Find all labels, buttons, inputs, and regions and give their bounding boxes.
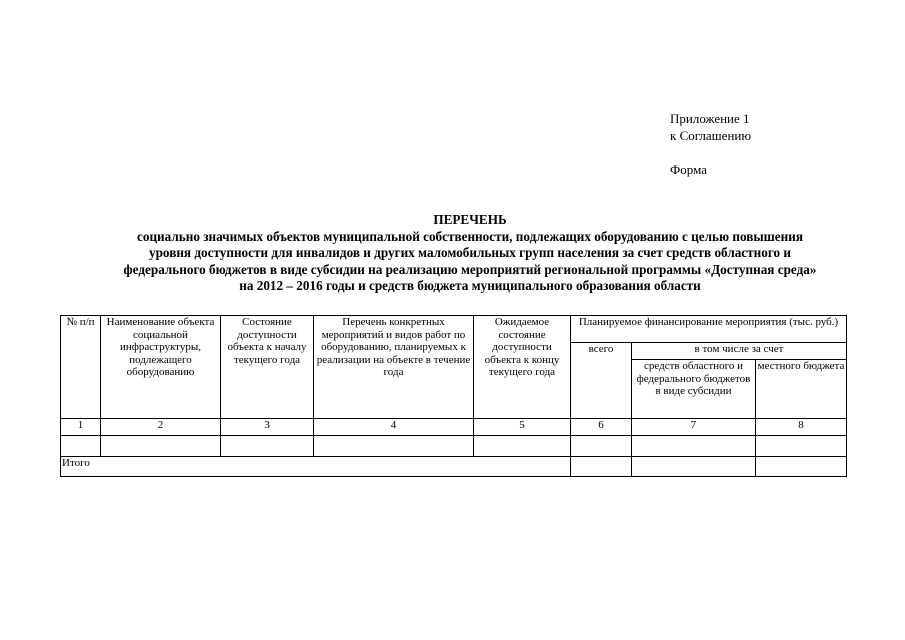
appendix-block bbox=[670, 110, 751, 178]
objects-table bbox=[60, 315, 847, 477]
header-total: всего bbox=[571, 343, 632, 419]
document-title: ПЕРЕЧЕНЬ bbox=[433, 212, 507, 227]
column-number: 6 bbox=[571, 419, 632, 436]
header-regional-federal-budget: средств областного и федерального бюджетов в виде субсидии bbox=[632, 360, 756, 419]
table-cell bbox=[61, 436, 101, 457]
table-cell bbox=[632, 457, 756, 477]
header-expected-state: Ожидаемое состояние доступности объекта к концу текущего года bbox=[474, 316, 571, 419]
header-number: № п/п bbox=[61, 316, 101, 419]
column-number: 5 bbox=[474, 419, 571, 436]
column-number: 1 bbox=[61, 419, 101, 436]
document-header bbox=[40, 212, 900, 295]
header-including: в том числе за счет bbox=[632, 343, 847, 360]
subtitle-line-4: на 2012 – 2016 годы и средств бюджета муниципального образования области bbox=[239, 278, 701, 293]
subtitle-line-3: федерального бюджетов в виде субсидии на реализацию мероприятий региональной программы «Доступная среда» bbox=[123, 261, 817, 277]
header-financing: Планируемое финансирование мероприятия (тыс. руб.) bbox=[571, 316, 847, 343]
table-cell bbox=[474, 436, 571, 457]
table-cell bbox=[756, 436, 847, 457]
subtitle-line-1: социально значимых объектов муниципальной собственности, подлежащих оборудованию с целью повышения bbox=[137, 228, 803, 244]
table-cell bbox=[571, 457, 632, 477]
total-label: Итого bbox=[61, 457, 571, 477]
header-measures: Перечень конкретных мероприятий и видов работ по оборудованию, планируемых к реализации на объекте в течение года bbox=[314, 316, 474, 419]
header-object-name: Наименование объекта социальной инфраструктуры, подлежащего оборудованию bbox=[101, 316, 221, 419]
column-number: 7 bbox=[632, 419, 756, 436]
column-number: 4 bbox=[314, 419, 474, 436]
appendix-number: Приложение 1 bbox=[670, 111, 750, 126]
table-cell bbox=[632, 436, 756, 457]
table-cell bbox=[221, 436, 314, 457]
form-label: Форма bbox=[670, 162, 707, 177]
table-cell bbox=[571, 436, 632, 457]
header-initial-state: Состояние доступности объекта к началу текущего года bbox=[221, 316, 314, 419]
appendix-reference: к Соглашению bbox=[670, 128, 752, 143]
table-row bbox=[61, 436, 847, 457]
column-number: 3 bbox=[221, 419, 314, 436]
header-local-budget: местного бюджета bbox=[756, 360, 847, 419]
table-cell bbox=[314, 436, 474, 457]
subtitle-line-2: уровня доступности для инвалидов и других маломобильных групп населения за счет средств областного и bbox=[149, 245, 791, 260]
table-cell bbox=[756, 457, 847, 477]
column-number: 2 bbox=[101, 419, 221, 436]
total-row bbox=[61, 457, 847, 477]
column-number: 8 bbox=[756, 419, 847, 436]
table-cell bbox=[101, 436, 221, 457]
